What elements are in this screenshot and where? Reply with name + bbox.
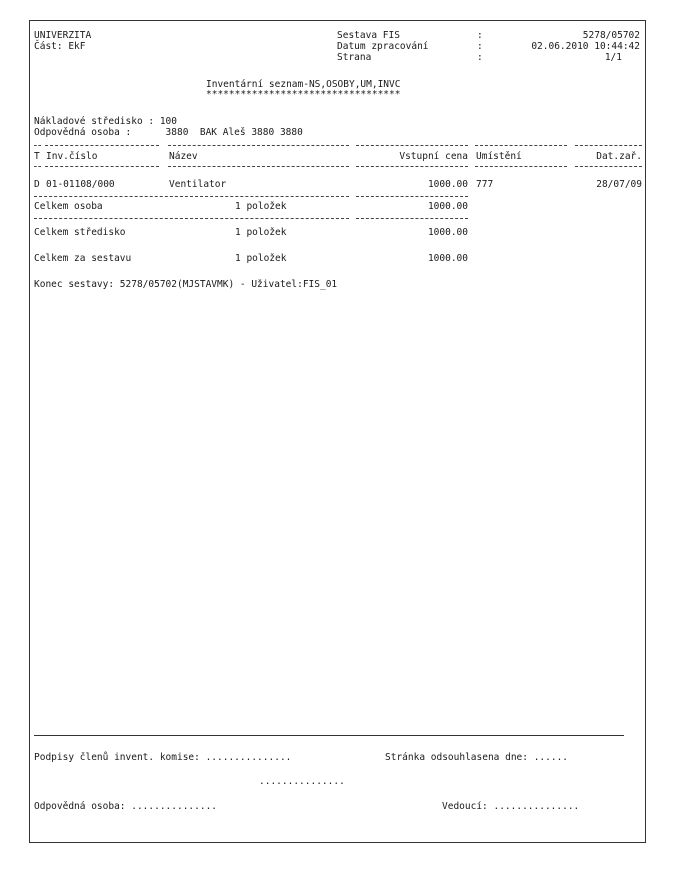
col-rule [356,166,468,167]
cost-center: Nákladové středisko : 100 [34,116,177,127]
col-rule [34,145,41,146]
col-rule [168,166,349,167]
total-count: 1 položek [235,253,287,264]
report-label: Sestava FIS [337,30,400,41]
manager-signature: Vedoucí: ............... [442,801,580,812]
totals-rule [34,196,349,197]
col-price: Vstupní cena [399,151,468,162]
commission-signatures: Podpisy členů invent. komise: ............... [34,752,292,763]
cell-price: 1000.00 [427,179,468,190]
report-number: 5278/05702 [582,30,640,41]
cell-name: Ventilator [169,179,227,190]
colon: : [477,41,483,52]
cell-date: 28/07/09 [596,179,642,190]
total-value: 1000.00 [427,201,468,212]
footer-rule [34,735,624,736]
col-rule [45,166,159,167]
cell-type: D [34,179,40,190]
col-rule [475,166,567,167]
responsible-signature: Odpovědná osoba: ............... [34,801,218,812]
page-number: 1/1 [604,52,622,63]
date-label: Datum zpracování [337,41,429,52]
page-label: Strana [337,52,372,63]
org-name: UNIVERZITA [34,30,92,41]
col-rule [575,166,642,167]
col-rule [34,166,41,167]
responsible-person: Odpovědná osoba : 3880 BAK Aleš 3880 3880 [34,127,303,138]
report-title: Inventární seznam-NS,OSOBY,UM,INVC [206,79,401,90]
col-location: Umístění [476,151,522,162]
col-date: Dat.zař. [596,151,642,162]
col-rule [475,145,567,146]
col-inv-number: Inv.číslo [46,151,98,162]
total-count: 1 položek [235,227,287,238]
total-value: 1000.00 [427,253,468,264]
total-label: Celkem středisko [34,227,126,238]
cell-inv-number: 01-01108/000 [46,179,115,190]
signature-line: ............... [259,776,345,787]
page-approved-date: Stránka odsouhlasena dne: ...... [385,752,569,763]
total-value: 1000.00 [427,227,468,238]
title-underline: ********************************** [206,89,401,100]
col-type: T [34,151,40,162]
colon: : [477,30,483,41]
report-end-line: Konec sestavy: 5278/05702(MJSTAVMK) - Uživatel:FIS_01 [34,279,338,290]
total-label: Celkem za sestavu [34,253,132,264]
col-rule [45,145,159,146]
colon: : [477,52,483,63]
totals-rule [356,196,468,197]
cell-location: 777 [476,179,494,190]
total-count: 1 položek [235,201,287,212]
col-rule [575,145,642,146]
col-rule [356,145,468,146]
report-page [29,20,646,843]
totals-rule [34,218,349,219]
col-name: Název [169,151,198,162]
totals-rule [356,218,468,219]
col-rule [168,145,349,146]
total-label: Celkem osoba [34,201,103,212]
processing-date: 02.06.2010 10:44:42 [531,41,640,52]
part-label: Část: EkF [34,41,86,52]
